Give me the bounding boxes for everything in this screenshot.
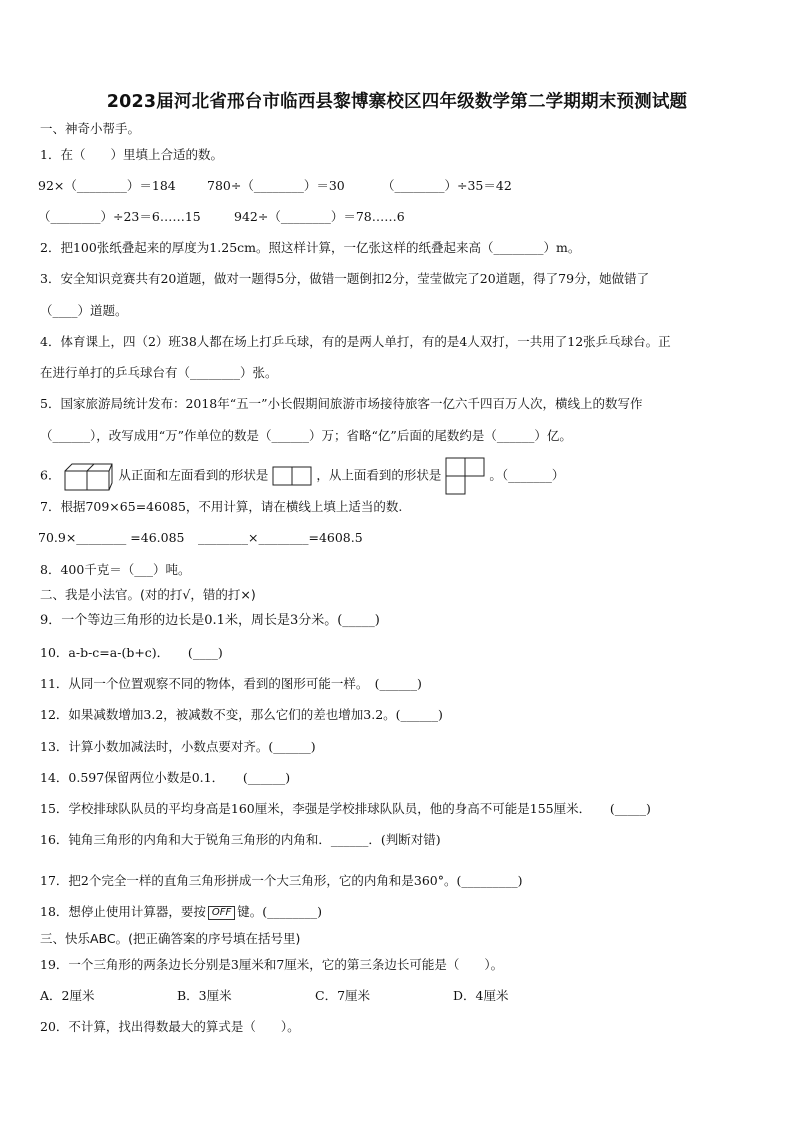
question-2: 2．把100张纸叠起来的厚度为1.25cm。照这样计算，一亿张这样的纸叠起来高（________）m。 [40, 240, 581, 255]
page-title: 2023届河北省邢台市临西县黎博寨校区四年级数学第二学期期末预测试题 [106, 92, 688, 112]
section-1-heading: 一、神奇小帮手。 [40, 121, 141, 136]
question-20: 20．不计算，找出得数最大的算式是（ ）。 [40, 1019, 300, 1034]
off-key-icon: OFF [208, 906, 235, 920]
question-5-line-2: （______），改写成用“万”作单位的数是（______）万；省略“亿”后面的尾数约是（______）亿。 [40, 428, 572, 443]
question-19-option-b: B．3厘米 [177, 988, 232, 1003]
question-10: 10．a-b-c=a-(b+c)． (____) [40, 645, 223, 660]
question-6 [40, 457, 564, 495]
question-18-text-b: 键。(________) [237, 904, 323, 919]
question-18-text-a: 18．想停止使用计算器，要按 [40, 904, 206, 919]
question-1e: 942÷（________）＝78……6 [234, 209, 405, 224]
question-15: 15．学校排球队队员的平均身高是160厘米，李强是学校排球队队员，他的身高不可能是155厘米． (_____) [40, 801, 651, 816]
question-11: 11．从同一个位置观察不同的物体，看到的图形可能一样。 (______) [40, 676, 422, 691]
section-2-heading: 二、我是小法官。(对的打√，错的打×) [40, 587, 256, 602]
question-19-option-a: A．2厘米 [40, 988, 95, 1003]
question-6-text-c: 。（_______） [489, 467, 565, 483]
question-19-option-d: D．4厘米 [453, 988, 509, 1003]
question-6-text-a: 从正面和左面看到的形状是 [118, 467, 269, 483]
question-1: 1．在（ ）里填上合适的数。 [40, 147, 223, 162]
question-6-text-b: ，从上面看到的形状是 [316, 467, 442, 483]
question-19-option-c: C．7厘米 [315, 988, 371, 1003]
top-view-figure [445, 457, 485, 495]
question-7a: 70.9×________ =46.085 [38, 530, 185, 545]
front-side-view-figure [272, 466, 312, 486]
question-14: 14．0.597保留两位小数是0.1． (______) [40, 770, 291, 785]
question-3-line-2: （____）道题。 [40, 303, 128, 318]
question-1b: 780÷（________）＝30 [207, 178, 345, 193]
question-12: 12．如果减数增加3.2，被减数不变，那么它们的差也增加3.2。(______) [40, 707, 443, 722]
question-17: 17．把2个完全一样的直角三角形拼成一个大三角形，它的内角和是360°。(_________) [40, 873, 523, 888]
question-3-line-1: 3．安全知识竞赛共有20道题，做对一题得5分，做错一题倒扣2分，莹莹做完了20道题，得了79分，她做错了 [40, 271, 650, 286]
question-7b: ________×________=4608.5 [198, 530, 363, 545]
stacked-cubes-figure [64, 461, 114, 491]
question-13: 13．计算小数加减法时，小数点要对齐。(______) [40, 739, 316, 754]
question-9: 9．一个等边三角形的边长是0.1米，周长是3分米。(_____) [40, 613, 380, 628]
question-16: 16．钝角三角形的内角和大于锐角三角形的内角和．______．(判断对错) [40, 832, 441, 847]
question-1a: 92×（________）＝184 [38, 178, 176, 193]
question-1c: （________）÷35＝42 [382, 178, 512, 193]
question-5-line-1: 5．国家旅游局统计发布：2018年“五一”小长假期间旅游市场接待旅客一亿六千四百万人次，横线上的数写作 [40, 396, 643, 411]
question-18 [40, 904, 322, 920]
question-19: 19．一个三角形的两条边长分别是3厘米和7厘米，它的第三条边长可能是（ ）。 [40, 957, 504, 972]
question-6-number: 6． [40, 467, 61, 483]
question-7: 7．根据709×65=46085，不用计算，请在横线上填上适当的数. [40, 499, 403, 514]
question-4-line-2: 在进行单打的乒乓球台有（________）张。 [40, 365, 278, 380]
question-4-line-1: 4．体育课上，四（2）班38人都在场上打乒乓球，有的是两人单打，有的是4人双打，一共用了12张乒乓球台。正 [40, 334, 671, 349]
section-3-heading: 三、快乐ABC。(把正确答案的序号填在括号里) [40, 931, 301, 946]
question-8: 8．400千克＝（___）吨。 [40, 562, 191, 577]
question-1d: （________）÷23＝6……15 [38, 209, 201, 224]
